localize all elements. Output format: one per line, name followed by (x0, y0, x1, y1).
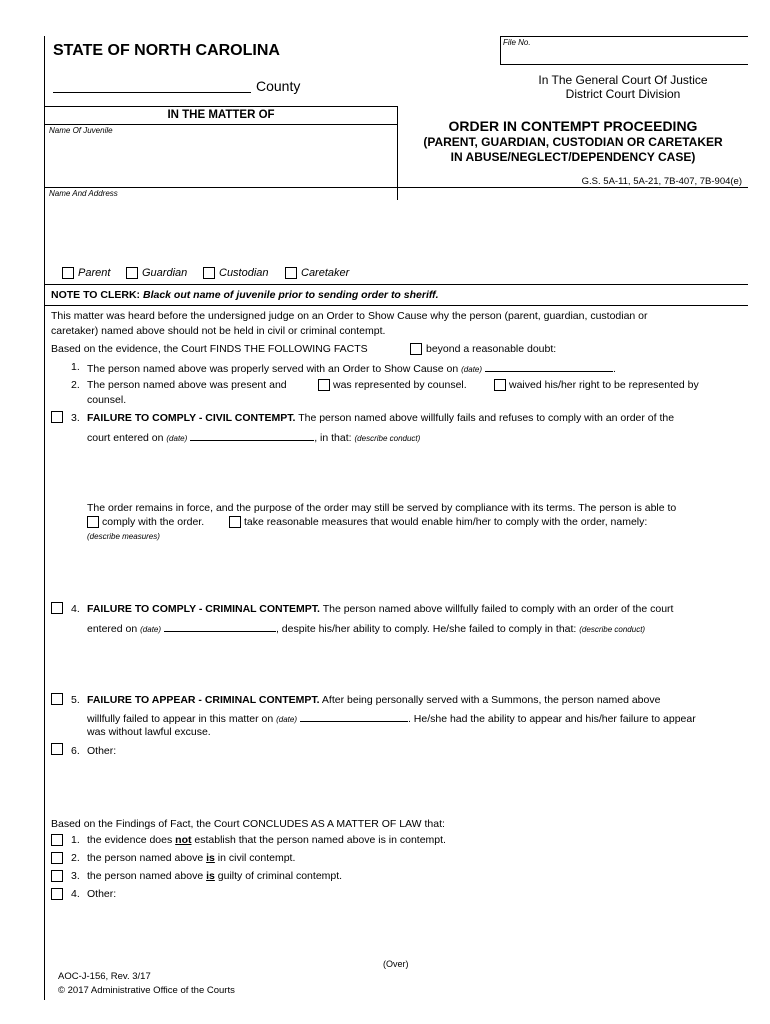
c1-num: 1. (71, 834, 80, 846)
c3-checkbox[interactable] (51, 870, 63, 882)
state-title: STATE OF NORTH CAROLINA (53, 42, 280, 59)
f4-line1 (87, 603, 673, 615)
intro-line1: This matter was heard before the undersigned judge on an Order to Show Cause why the person (parent, guardian, custodian or (51, 310, 648, 322)
f5-checkbox[interactable] (51, 693, 63, 705)
f3-entered: court entered on (87, 432, 164, 444)
f5-ability: . He/she had the ability to appear and his/her failure to appear (407, 713, 696, 725)
parent-label: Parent (78, 267, 111, 279)
custodian-label: Custodian (219, 267, 269, 279)
note-top-line (44, 284, 748, 285)
f4-num: 4. (71, 603, 80, 615)
county-blank[interactable] (53, 92, 251, 93)
f5-line2 (87, 711, 696, 725)
note-bottom-line (44, 305, 748, 306)
copyright: © 2017 Administrative Office of the Courts (58, 985, 235, 996)
c4-checkbox[interactable] (51, 888, 63, 900)
c2-line (87, 852, 295, 864)
represented-checkbox[interactable] (318, 379, 330, 391)
f2-text: The person named above was present and (87, 379, 287, 391)
f6-num: 6. (71, 745, 80, 757)
f3-line2 (87, 430, 420, 444)
f3-line1 (87, 412, 674, 424)
name-address-line (44, 187, 748, 188)
intro-line2: caretaker) named above should not be held in civil or criminal contempt. (51, 325, 386, 337)
f3-remains: The order remains in force, and the purpose of the order may still be served by compliance with its terms. The person is able to (87, 502, 677, 514)
over-label: (Over) (383, 959, 409, 969)
c3-is: is (206, 870, 215, 882)
f4-despite: , despite his/her ability to comply. He/she failed to comply in that: (275, 623, 577, 635)
matter-top-line (44, 106, 397, 107)
f4-date-label: (date) (140, 625, 162, 634)
c1-line (87, 834, 446, 846)
f4-describe-conduct: (describe conduct) (579, 625, 646, 634)
represented-label: was represented by counsel. (333, 379, 467, 391)
f2-num: 2. (71, 379, 80, 391)
court-line2: District Court Division (565, 87, 681, 101)
custodian-checkbox[interactable] (203, 267, 215, 279)
comply-label: comply with the order. (102, 516, 205, 528)
note-to-clerk (51, 289, 439, 301)
c1-b: establish that the person named above is in contempt. (194, 834, 446, 846)
c2-checkbox[interactable] (51, 852, 63, 864)
comply-checkbox[interactable] (87, 516, 99, 528)
c2-is: is (206, 852, 215, 864)
form-subtitle1: (PARENT, GUARDIAN, CUSTODIAN OR CARETAKER (423, 135, 723, 149)
f1-num: 1. (71, 361, 80, 373)
f3-num: 3. (71, 412, 80, 424)
statutes: G.S. 5A-11, 5A-21, 7B-407, 7B-904(e) (581, 176, 742, 187)
waived-checkbox[interactable] (494, 379, 506, 391)
f4-checkbox[interactable] (51, 602, 63, 614)
left-border (44, 36, 45, 1000)
guardian-label: Guardian (142, 267, 188, 279)
f5-date-blank[interactable] (300, 711, 408, 722)
form-subtitle2: IN ABUSE/NEGLECT/DEPENDENCY CASE) (450, 150, 696, 164)
file-no-divider (500, 36, 501, 64)
f3-date-blank[interactable] (190, 430, 314, 441)
describe-measures: (describe measures) (87, 532, 160, 541)
f5-heading: FAILURE TO APPEAR - CRIMINAL CONTEMPT. (87, 694, 320, 706)
c1-not: not (175, 834, 192, 846)
f5-line3: was without lawful excuse. (87, 726, 211, 738)
c3-a: the person named above (87, 870, 204, 882)
matter-bottom-line (44, 124, 397, 125)
c2-a: the person named above (87, 852, 204, 864)
f5-text: After being personally served with a Summons, the person named above (321, 694, 661, 706)
form-title: ORDER IN CONTEMPT PROCEEDING (448, 118, 698, 134)
c3-num: 3. (71, 870, 80, 882)
f3-date-label: (date) (166, 434, 188, 443)
f1-date-blank[interactable] (485, 361, 613, 372)
f3-text: The person named above willfully fails and refuses to comply with an order of the (298, 412, 675, 424)
county-label: County (256, 78, 301, 94)
f3-checkbox[interactable] (51, 411, 63, 423)
c3-line (87, 870, 342, 882)
c4-other: Other: (87, 888, 117, 900)
court-line1: In The General Court Of Justice (538, 73, 708, 87)
note-label: NOTE TO CLERK: (51, 289, 141, 301)
note-text: Black out name of juvenile prior to sending order to sheriff. (142, 289, 439, 301)
top-border-right (500, 36, 748, 37)
f6-checkbox[interactable] (51, 743, 63, 755)
f2-counsel: counsel. (87, 394, 127, 406)
f1-text: The person named above was properly served with an Order to Show Cause on (87, 363, 459, 375)
c1-a: the evidence does (87, 834, 173, 846)
parent-checkbox[interactable] (62, 267, 74, 279)
c2-num: 2. (71, 852, 80, 864)
measures-checkbox[interactable] (229, 516, 241, 528)
name-and-address-label: Name And Address (49, 189, 118, 198)
name-of-juvenile-label: Name Of Juvenile (49, 126, 113, 135)
f5-willfully: willfully failed to appear in this matter on (87, 713, 274, 725)
f1-date-label: (date) (461, 365, 483, 374)
file-no-label: File No. (503, 38, 531, 47)
c4-num: 4. (71, 888, 80, 900)
law-intro: Based on the Findings of Fact, the Court CONCLUDES AS A MATTER OF LAW that: (51, 818, 445, 830)
beyond-doubt-label: beyond a reasonable doubt: (426, 343, 557, 355)
waived-label: waived his/her right to be represented by (509, 379, 699, 391)
f4-text: The person named above willfully failed to comply with an order of the court (322, 603, 674, 615)
f5-num: 5. (71, 694, 80, 706)
form-number: AOC-J-156, Rev. 3/17 (58, 971, 151, 982)
beyond-doubt-checkbox[interactable] (410, 343, 422, 355)
f4-line2 (87, 621, 645, 635)
f3-describe-conduct: (describe conduct) (354, 434, 421, 443)
f4-heading: FAILURE TO COMPLY - CRIMINAL CONTEMPT. (87, 603, 320, 615)
f3-heading: FAILURE TO COMPLY - CIVIL CONTEMPT. (87, 412, 296, 424)
f4-date-blank[interactable] (164, 621, 276, 632)
f5-line1 (87, 694, 660, 706)
facts-intro: Based on the evidence, the Court FINDS THE FOLLOWING FACTS (51, 343, 368, 355)
c3-b: guilty of criminal contempt. (217, 870, 343, 882)
caretaker-checkbox[interactable] (285, 267, 297, 279)
matter-heading: IN THE MATTER OF (167, 109, 275, 121)
file-no-bottom (500, 64, 748, 65)
f5-date-label: (date) (276, 715, 298, 724)
f6-other: Other: (87, 745, 117, 757)
guardian-checkbox[interactable] (126, 267, 138, 279)
c2-b: in civil contempt. (217, 852, 296, 864)
measures-label: take reasonable measures that would enable him/her to comply with the order, namely: (244, 516, 648, 528)
f4-entered: entered on (87, 623, 138, 635)
f3-in-that: , in that: (314, 432, 352, 444)
f1-line: The person named above was properly served with an Order to Show Cause on (date) . (87, 363, 616, 375)
c1-checkbox[interactable] (51, 834, 63, 846)
caretaker-label: Caretaker (301, 267, 350, 279)
